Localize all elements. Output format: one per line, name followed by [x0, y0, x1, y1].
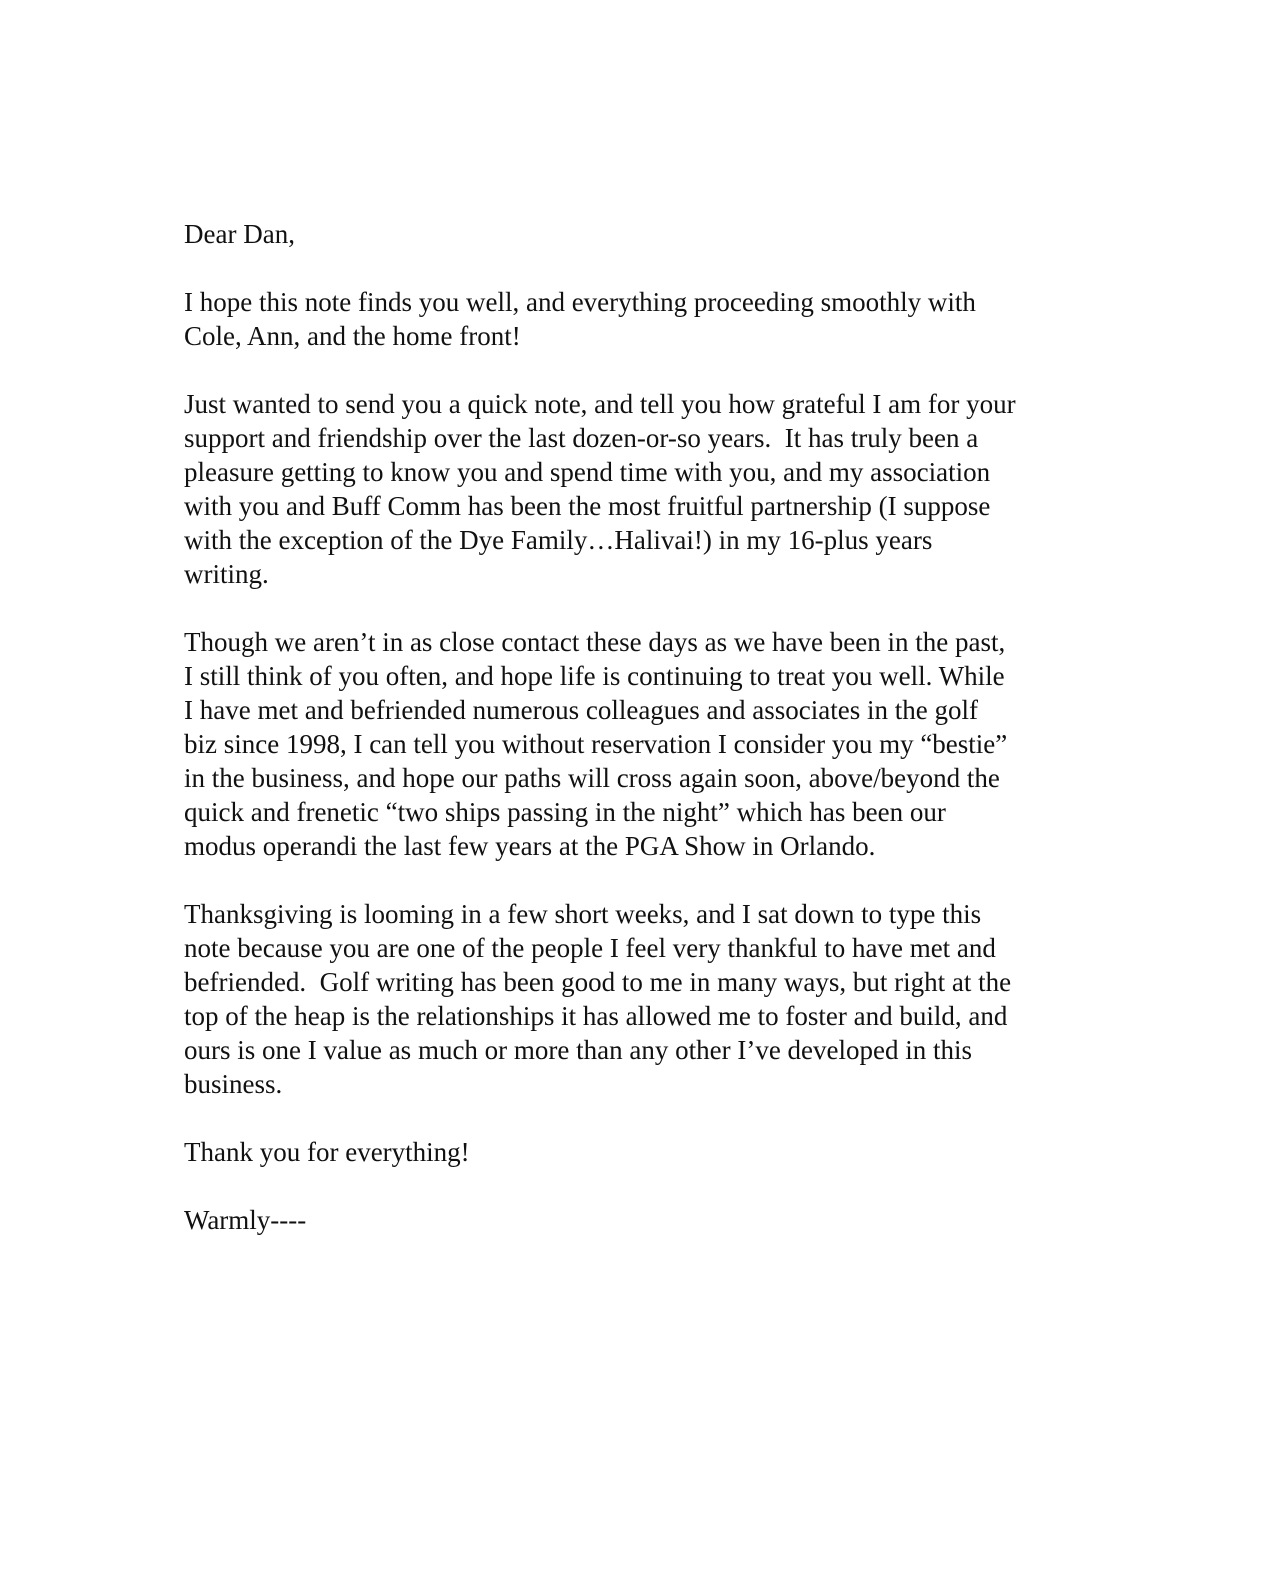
thanks-line: Thank you for everything! [184, 1137, 470, 1167]
salutation: Dear Dan, [184, 219, 295, 249]
paragraph-line: I still think of you often, and hope life is continuing to treat you well. While [184, 661, 1005, 691]
paragraph-2 [184, 387, 1104, 591]
paragraph-gap [184, 1169, 1104, 1203]
paragraph-line: top of the heap is the relationships it has allowed me to foster and build, and [184, 1001, 1008, 1031]
paragraph-line: Thanksgiving is looming in a few short weeks, and I sat down to type this [184, 899, 982, 929]
paragraph-line: biz since 1998, I can tell you without reservation I consider you my “bestie” [184, 729, 1008, 759]
paragraph-line: Cole, Ann, and the home front! [184, 321, 521, 351]
paragraph-line: note because you are one of the people I feel very thankful to have met and [184, 933, 996, 963]
letter-body [184, 217, 1104, 1237]
closing: Warmly---- [184, 1205, 307, 1235]
paragraph-line: in the business, and hope our paths will cross again soon, above/beyond the [184, 763, 1000, 793]
paragraph-line: Though we aren’t in as close contact these days as we have been in the past, [184, 627, 1006, 657]
paragraph-line: pleasure getting to know you and spend time with you, and my association [184, 457, 991, 487]
paragraph-gap [184, 1101, 1104, 1135]
paragraph-line: with you and Buff Comm has been the most fruitful partnership (I suppose [184, 491, 991, 521]
paragraph-3 [184, 625, 1104, 863]
paragraph-1 [184, 285, 1104, 353]
paragraph-4 [184, 897, 1104, 1101]
paragraph-line: I hope this note finds you well, and everything proceeding smoothly with [184, 287, 976, 317]
paragraph-line: ours is one I value as much or more than any other I’ve developed in this [184, 1035, 973, 1065]
paragraph-line: quick and frenetic “two ships passing in the night” which has been our [184, 797, 946, 827]
paragraph-gap [184, 863, 1104, 897]
paragraph-line: befriended. Golf writing has been good to me in many ways, but right at the [184, 967, 1012, 997]
paragraph-line: support and friendship over the last dozen-or-so years. It has truly been a [184, 423, 979, 453]
paragraph-line: I have met and befriended numerous colleagues and associates in the golf [184, 695, 978, 725]
paragraph-line: with the exception of the Dye Family…Halivai!) in my 16-plus years [184, 525, 933, 555]
paragraph-gap [184, 251, 1104, 285]
paragraph-gap [184, 591, 1104, 625]
paragraph-line: writing. [184, 559, 269, 589]
paragraph-gap [184, 353, 1104, 387]
paragraph-line: modus operandi the last few years at the PGA Show in Orlando. [184, 831, 876, 861]
paragraph-line: business. [184, 1069, 283, 1099]
paragraph-line: Just wanted to send you a quick note, and tell you how grateful I am for your [184, 389, 1016, 419]
